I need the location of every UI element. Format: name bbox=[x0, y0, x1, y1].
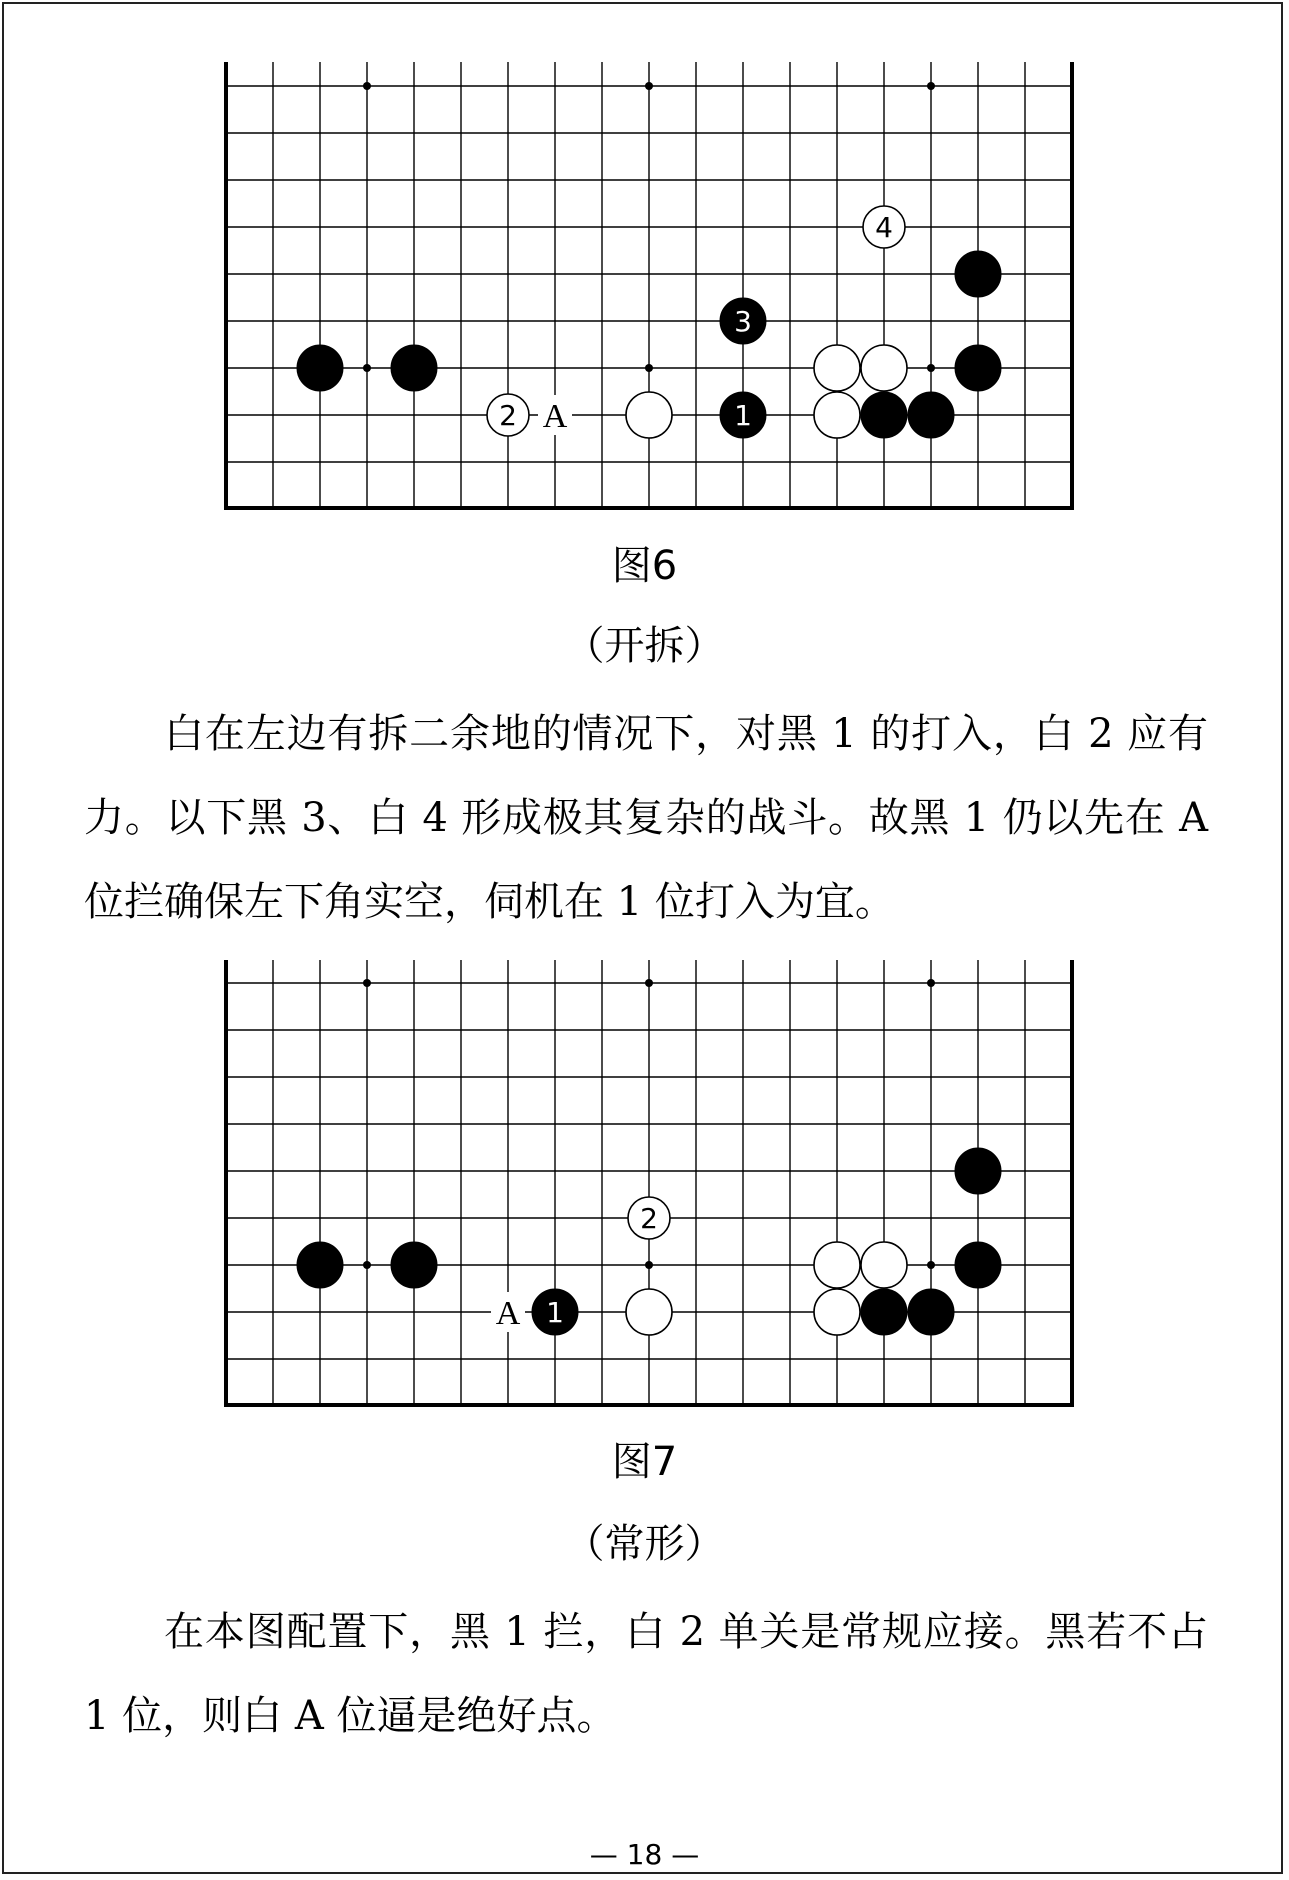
figure-title: 图7 bbox=[611, 1439, 678, 1485]
black-stone bbox=[861, 1289, 907, 1335]
star-point bbox=[927, 979, 935, 987]
move-number-label: 2 bbox=[499, 399, 517, 432]
figure-caption bbox=[84, 692, 1208, 944]
star-point bbox=[927, 1261, 935, 1269]
white-stone bbox=[861, 1242, 907, 1288]
move-number-label: 4 bbox=[875, 211, 893, 244]
black-stone bbox=[908, 1289, 954, 1335]
white-stone bbox=[861, 345, 907, 391]
figure-subtitle: （开拆） bbox=[564, 623, 725, 669]
black-stone bbox=[955, 1148, 1001, 1194]
caption-text: 白在左边有拆二余地的情况下，对黑 1 的打入，白 2 应有力。以下黑 3、白 4 形成极其复杂的战斗。故黑 1 仍以先在 A 位拦确保左下角实空，伺机在 1 位打入为宜。 bbox=[84, 711, 1208, 925]
caption-text: 在本图配置下，黑 1 拦，白 2 单关是常规应接。黑若不占 1 位，则白 A 位逼是绝好点。 bbox=[84, 1609, 1208, 1739]
white-stone bbox=[626, 392, 672, 438]
star-point bbox=[927, 364, 935, 372]
white-stone bbox=[626, 1289, 672, 1335]
move-number-label: 1 bbox=[546, 1296, 564, 1329]
black-stone bbox=[955, 345, 1001, 391]
star-point bbox=[363, 1261, 371, 1269]
move-number-label: 3 bbox=[734, 305, 752, 338]
star-point bbox=[645, 1261, 653, 1269]
star-point bbox=[645, 82, 653, 90]
black-stone bbox=[391, 345, 437, 391]
black-stone bbox=[908, 392, 954, 438]
board-marker-label: A bbox=[542, 398, 568, 435]
move-number-label: 2 bbox=[640, 1202, 658, 1235]
black-stone bbox=[955, 251, 1001, 297]
black-stone bbox=[297, 345, 343, 391]
black-stone bbox=[391, 1242, 437, 1288]
white-stone bbox=[814, 1242, 860, 1288]
move-number-label: 1 bbox=[734, 399, 752, 432]
white-stone bbox=[814, 345, 860, 391]
black-stone bbox=[955, 1242, 1001, 1288]
page-number: — 18 — bbox=[589, 1838, 700, 1871]
go-board-figure-6 bbox=[200, 58, 1100, 518]
white-stone bbox=[814, 392, 860, 438]
star-point bbox=[363, 979, 371, 987]
figure-subtitle: （常形） bbox=[564, 1521, 725, 1567]
star-point bbox=[645, 979, 653, 987]
figure-caption bbox=[84, 1590, 1208, 1758]
star-point bbox=[927, 82, 935, 90]
white-stone bbox=[814, 1289, 860, 1335]
star-point bbox=[363, 364, 371, 372]
figure-title: 图6 bbox=[611, 543, 678, 589]
go-board-figure-7 bbox=[200, 956, 1100, 1416]
star-point bbox=[363, 82, 371, 90]
board-marker-label: A bbox=[495, 1295, 521, 1332]
black-stone bbox=[861, 392, 907, 438]
black-stone bbox=[297, 1242, 343, 1288]
star-point bbox=[645, 364, 653, 372]
